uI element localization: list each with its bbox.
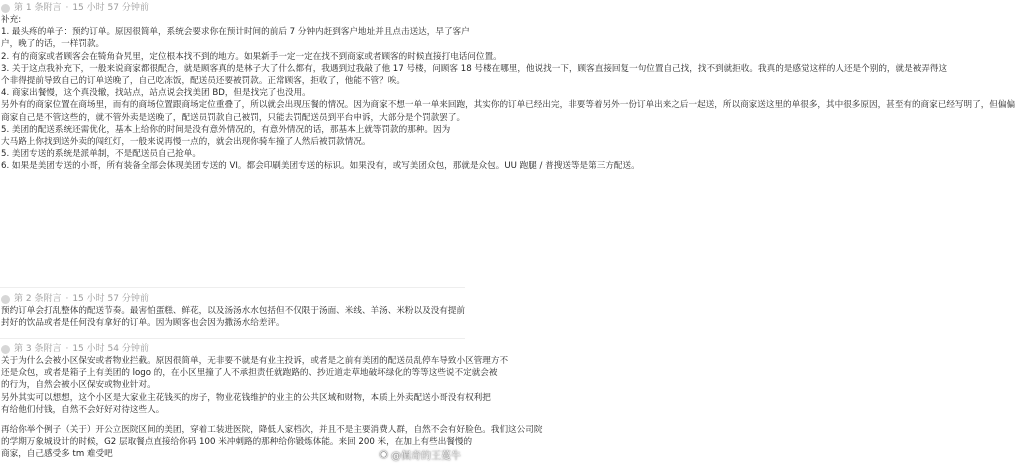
- reply-line: 补充:: [1, 15, 22, 25]
- reply-line: 4. 商家出餐慢，这个真没辙，找站点，站点说会找美团 BD，但是找完了也没用。: [1, 88, 311, 99]
- reply-line: 2. 有的商家或者顾客会在犄角旮旯里，定位根本找不到的地方。如果新手一定一定在找不到商家或者顾客的时候直接打电话问位置。: [1, 51, 502, 62]
- reply-body: [0, 14, 1015, 172]
- separator: ·: [65, 344, 69, 354]
- reply-author: 第 3 条附言: [14, 344, 62, 354]
- reply-line: 户，晚了的话，一样罚款。: [1, 39, 105, 50]
- reply-line: 的行为，自然会被小区保安或物业针对。: [1, 380, 156, 391]
- reply-header: [0, 343, 465, 355]
- reply-line: 5. 美团专送的系统是派单制，不是配送员自己抢单。: [1, 149, 201, 160]
- reply-line: 大马路上你找到送外卖的闯红灯，一般来说再慢一点的，就会出现你骑车撞了人然后被罚款情况。: [1, 136, 371, 147]
- avatar: [1, 345, 10, 354]
- watermark-text: @佩奇的王蔓牛: [391, 451, 461, 462]
- reply-line: 还是众包，或者是箱子上有美团的 logo 的，在小区里撞了人不承担责任就跑路的、抄近道走草地破坏绿化的等等这些说不定就会被: [1, 368, 498, 379]
- reply-line: 个非得提前导致自己的订单送晚了，自己吃冻饭，配送员还要被罚款。正常顾客，拒收了，他能不管？唉。: [1, 75, 405, 86]
- reply-line: 3. 关于这点我补充下，一般来说商家都很配合，就是顾客真的是林子大了什么都有，我遇到过我敲了他 17 号楼，问顾客 18 号楼在哪里，他说找一下，顾客直接回复一句位置自己找，找不到就拒收。我真的是感觉这样的人还是个别的，就是被弄得这: [1, 63, 948, 74]
- reply-line: 1. 最头疼的单子：预约订单。原因很简单，系统会要求你在预计时间的前后 7 分钟内赶到客户地址并且点击送达，早了客户: [1, 27, 470, 38]
- reply-author: 第 1 条附言: [14, 3, 62, 13]
- reply-1: [0, 2, 1015, 172]
- reply-time: 15 小时 57 分钟前: [72, 294, 149, 304]
- separator: ·: [65, 3, 69, 13]
- reply-line: 关于为什么会被小区保安或者物业拦截。原因很简单，无非要不就是有业主投诉，或者是之前有美团的配送员乱停车导致小区管理方不: [1, 356, 509, 366]
- reply-body: [0, 305, 465, 329]
- reply-body: [0, 355, 509, 416]
- reply-line: 另外其实可以想想，这个小区是大家业主花钱买的房子，物业花钱维护的业主的公共区域和财物，本质上外卖配送小哥没有权利把: [1, 392, 491, 403]
- reply-line: 5. 美团的配送系统还需优化，基本上给你的时间是没有意外情况的，有意外情况的话，那基本上就等罚款的那种。因为: [1, 124, 451, 135]
- reply-line: 封好的饮品或者是任何没有拿好的订单。因为顾客也会因为撒汤水给差评。: [1, 318, 285, 329]
- reply-header: [0, 2, 465, 14]
- reply-author: 第 2 条附言: [14, 294, 62, 304]
- divider: [0, 338, 465, 339]
- reply-line: 商家自己是不管这些的，就不管外卖是送晚了，配送员罚款自己被罚，只能去罚配送员到平台申诉，大部分是个罚款罢了。: [1, 112, 466, 123]
- reply-line: 6. 如果是美团专送的小哥，所有装备全部会体现美团专送的 VI。都会印刷美团专送的标识。如果没有，或写美团众包，那就是众包。UU 跑腿 / 普搜送等是第三方配送。: [1, 161, 640, 172]
- divider: [0, 287, 465, 288]
- reply-line: 有给他们付钱，自然不会好好对待这些人。: [1, 404, 165, 415]
- reply-line: 的学期万象城设计的时候，G2 层取餐点直接给你码 100 米冲刺路的那种给你锻炼体能。来回 200 米，在加上有些出餐慢的: [1, 437, 473, 448]
- reply-time: 15 小时 57 分钟前: [72, 3, 149, 13]
- reply-2: [0, 293, 465, 329]
- reply-time: 15 小时 54 分钟前: [72, 344, 149, 354]
- reply-line: 预约订单会打乱整体的配送节奏。最害怕蛋糕、鲜花，以及汤汤水水包括但不仅限于汤面、米线、羊汤、米粉以及没有提前: [1, 306, 466, 316]
- watermark: [379, 447, 461, 462]
- reply-line: 再给你举个例子（关于）开公立医院区间的美团，穿着工装进医院，降低人家档次，并且不是主要消费人群，自然不会有好脸色。我们这公司院: [1, 425, 543, 435]
- reply-header: [0, 293, 465, 305]
- avatar: [1, 4, 10, 13]
- weibo-icon: ◉: [379, 449, 388, 460]
- avatar: [1, 295, 10, 304]
- reply-line: 另外有的商家位置在商场里，而有的商场位置跟商场定位重叠了，所以就会出现压餐的情况。因为商家不想一单一单来回跑，其实你的订单已经出完，非要等着另外一份订单出来之后一起送，所以商家送这里的单很多，其中很多原因，甚至有的商家已经写明了，但偏偏: [1, 100, 1015, 111]
- reply-line: 商家，自己感受多 tm 难受吧: [1, 449, 113, 460]
- separator: ·: [65, 294, 69, 304]
- reply-3: [0, 343, 509, 416]
